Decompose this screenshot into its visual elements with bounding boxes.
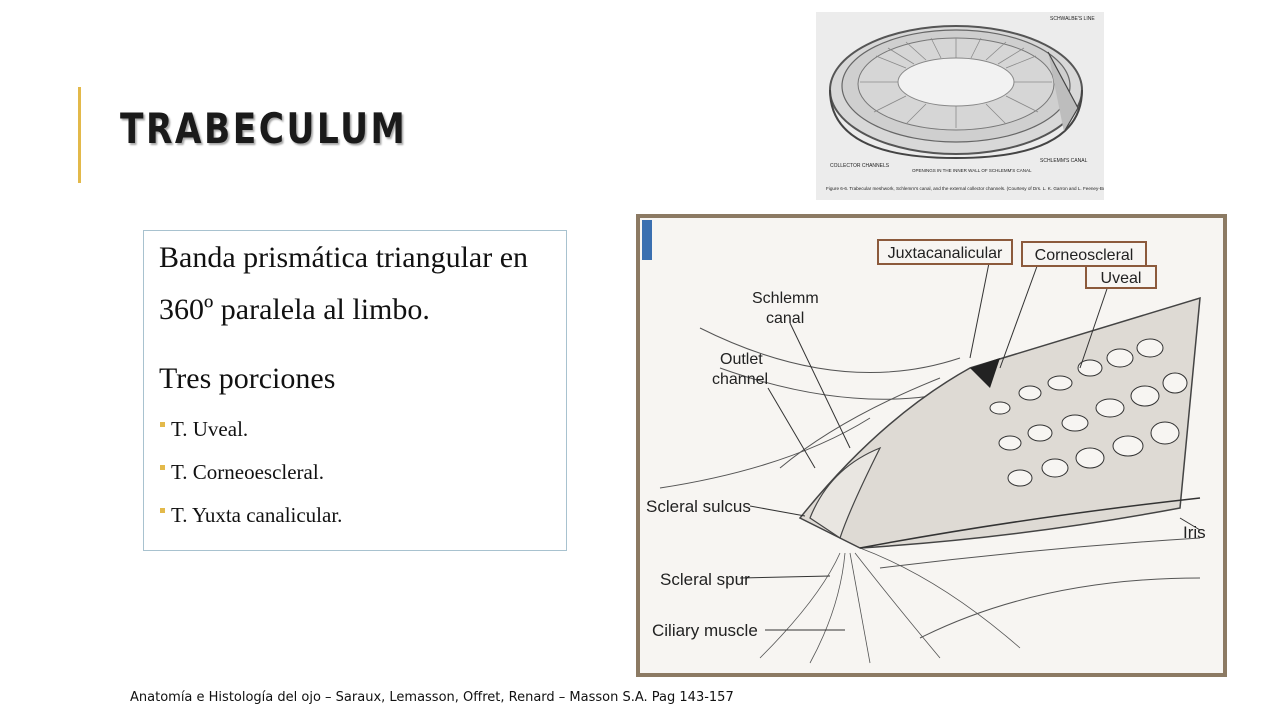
trabecular-ring-figure <box>816 12 1104 200</box>
schlemm-canal-label: SCHLEMM'S CANAL <box>1040 158 1088 164</box>
ciliary-muscle-label: Ciliary muscle <box>652 621 758 640</box>
bullet-square-icon <box>160 508 165 513</box>
iris-label: Iris <box>1183 523 1206 542</box>
list-item: T. Uveal. <box>160 412 342 455</box>
outlet-label-line2: channel <box>712 371 769 388</box>
content-box <box>143 230 567 551</box>
openings-label: OPENINGS IN THE INNER WALL OF SCHLEMM'S CANAL <box>912 168 1032 173</box>
juxtacanalicular-label: Juxtacanalicular <box>887 245 1003 262</box>
list-item: T. Yuxta canalicular. <box>160 498 342 541</box>
outlet-label-line1: Outlet <box>720 351 763 368</box>
description-paragraph: Banda prismática triangular en 360º paralela al limbo. <box>159 241 529 326</box>
slide-title: TRABECULUM <box>120 104 408 153</box>
list-item: T. Corneoescleral. <box>160 455 342 498</box>
angle-anatomy-illustration <box>640 218 1223 673</box>
corneoscleral-label: Corneoscleral <box>1034 247 1134 264</box>
collector-channels-label: COLLECTOR CHANNELS <box>830 163 890 169</box>
figure-caption: Figure 6-6. Trabecular meshwork, Schlemm's canal, and the external collector channels. (Courtesy of Drs. L. K. Garron and L. Feeney-Burns.) <box>826 186 1104 191</box>
uveal-label: Uveal <box>1100 270 1142 287</box>
bullet-square-icon <box>160 422 165 427</box>
portions-heading: Tres porciones <box>159 362 336 395</box>
title-accent-bar <box>78 87 81 183</box>
angle-anatomy-figure <box>636 214 1227 677</box>
scleral-sulcus-label: Scleral sulcus <box>646 497 751 516</box>
footer-reference: Anatomía e Histología del ojo – Saraux, Lemasson, Offret, Renard – Masson S.A. Pag 143-157 <box>130 690 734 705</box>
trabecular-ring-illustration <box>816 12 1104 200</box>
portions-list <box>160 412 342 541</box>
schwalbe-line-label: SCHWALBE'S LINE <box>1050 16 1095 22</box>
bullet-square-icon <box>160 465 165 470</box>
schlemm-label-line1: Schlemm <box>752 290 819 307</box>
scleral-spur-label: Scleral spur <box>660 570 750 589</box>
schlemm-label-line2: canal <box>766 310 805 327</box>
